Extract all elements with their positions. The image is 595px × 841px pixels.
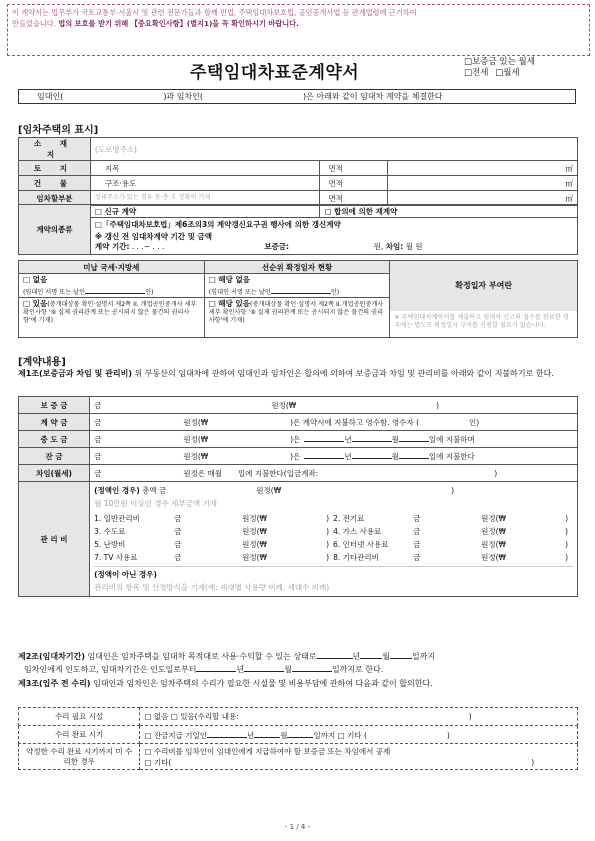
new-contract-option[interactable]: □ 신규 계약	[90, 205, 320, 218]
management-fee-item-won: 원정(₩	[481, 514, 506, 523]
building-area-field[interactable]: ㎡	[388, 176, 578, 191]
management-fee-item-close: )	[565, 514, 569, 523]
priority-none-option[interactable]: □ 해당 없음	[208, 274, 250, 284]
management-fee-item-won: 원정(₩	[481, 527, 506, 536]
management-fee-item[interactable]	[94, 551, 329, 564]
contract-type-options	[464, 57, 535, 79]
article-3: 제3조(입주 전 수리) 임대인과 임차인은 임차주택의 수리가 필요한 시설물 및 비용부담에 관하여 다음과 같이 합의한다.	[18, 679, 433, 688]
unrepaired-field[interactable]: □ 수리비를 임차인이 임대인에게 지급하여야 할 보증금 또는 차임에서 공제 □ 기타( )	[140, 744, 578, 770]
management-fee-item-label: 1. 일반관리비	[94, 514, 140, 523]
unrepaired-label: 약정한 수리 완료 시기까지 미 수리한 경우	[19, 744, 140, 770]
management-fee-item-label: 4. 가스 사용료	[333, 527, 382, 536]
notice-line-2: 만들었습니다. 법의 보호를 받기 위해 【중요확인사항】(별지1)을 꼭 확인하시기 바랍니다.	[12, 19, 299, 28]
deposit-label: 보 증 금	[19, 397, 90, 414]
deposit-field[interactable]: 금 원정(₩ )	[90, 397, 578, 414]
land-area-field[interactable]: ㎡	[388, 161, 578, 176]
management-fee-item-won: 원정(₩	[481, 540, 506, 549]
management-fee-item-geum: 금	[174, 553, 182, 562]
balance-field[interactable]: 금 원정(₩ )은 년 월 일에 지불한다	[90, 448, 578, 465]
repair-done-field[interactable]: □ 잔금지급 기일인 년 월 일까지 □ 기타 ( )	[140, 726, 578, 744]
option-deposit-monthly[interactable]: □보증금 있는 월세	[464, 57, 535, 67]
management-fee-item-close: )	[326, 514, 330, 523]
option-monthly[interactable]: □월세	[495, 68, 520, 78]
unpaid-tax-header: 미납 국세·지방세	[19, 261, 205, 274]
land-area-label: 면적	[320, 161, 388, 176]
management-fee-item-label: 5. 난방비	[94, 540, 126, 549]
balance-label: 잔 금	[19, 448, 90, 465]
priority-none-cell: □ 해당 없음 (임대인 서명 또는 날인 인)	[204, 274, 390, 298]
management-fee-items	[94, 512, 573, 564]
management-fee-item-won: 원정(₩	[481, 553, 506, 562]
option-jeonse[interactable]: □전세	[464, 68, 489, 78]
property-table	[18, 137, 578, 206]
management-fee-item[interactable]	[333, 538, 568, 551]
building-area-label: 면적	[320, 176, 388, 191]
management-fee-item-label: 2. 전기료	[333, 514, 365, 523]
notice-line-1: 이 계약서는 법무부가 국토교통부·서울시 및 관련 전문가들과 함께 민법, 주택임대차보호법, 공인중개사법 등 관계법령에 근거하여	[12, 8, 417, 17]
rented-part-label: 임차할부분	[19, 191, 91, 206]
management-fee-item-label: 7. TV 사용료	[94, 553, 138, 562]
property-heading: [임차주택의 표시]	[18, 125, 99, 136]
middle-payment-field[interactable]: 금 원정(₩ )은 년 월 일에 지불하며	[90, 431, 578, 448]
management-fee-item-close: )	[326, 527, 330, 536]
nonfixed-management-note[interactable]: 관리비의 항목 및 산정방식을 기재(예: 세대별 사용량 비례, 세대수 비례)	[94, 583, 330, 592]
management-fee-item-geum: 금	[174, 514, 182, 523]
prev-rent-field[interactable]: 월 원	[405, 242, 423, 252]
management-fee-item[interactable]	[94, 525, 329, 538]
management-fee-item-won: 원정(₩	[242, 514, 267, 523]
renewal-right-option[interactable]: □「주택임대차보호법」제6조의3의 계약갱신요구권 행사에 의한 갱신계약	[90, 218, 577, 231]
priority-date-header: 선순위 확정일자 현황	[204, 261, 390, 274]
article-1: 제1조(보증금과 차임 및 관리비) 위 부동산의 임대차에 관하여 임대인과 임차인은 합의에 의하여 보증금과 차임 및 관리비를 아래와 같이 지불하기로 한다.	[18, 369, 554, 378]
management-fee-item-geum: 금	[413, 553, 421, 562]
repair-need-label: 수리 필요 시설	[19, 708, 140, 726]
management-fee-item-label: 8. 기타관리비	[333, 553, 379, 562]
management-fee-note: 월 10만원 이상인 경우 세부금액 기재	[94, 499, 217, 508]
agreed-renewal-option[interactable]: □ 합의에 의한 재계약	[320, 205, 578, 218]
fixed-date-header: 확정일자 부여란	[390, 261, 577, 311]
page-number: - 1 / 4 -	[284, 823, 311, 831]
priority-exists-cell: □ 해당 있음(중개대상물 확인·설명서 제2쪽 II.개업공인중개사 세부 확인사항 '⑨ 실제 권리관계 또는 공시되지 않은 물건의 권리사항'에 기재)	[204, 298, 390, 338]
down-payment-label: 계 약 금	[19, 414, 90, 431]
address-label: 소 재 지	[19, 138, 91, 161]
land-label: 토 지	[19, 161, 91, 176]
fixed-date-note: ※ 주택임대차계약서를 제출하고 임대차 신고의 접수를 완료한 경우에는 별도로 확정일자 부여를 신청할 필요가 없습니다.	[394, 314, 569, 329]
page-title: 주택임대차표준계약서	[190, 63, 360, 83]
prev-period-field[interactable]: . . .~ . . .	[131, 242, 165, 252]
unpaid-exists-cell: □ 있음(중개대상물 확인·설명서 제2쪽 II. 개업공인중개사 세부 확인사항 '⑨ 실제 권리관계 또는 공시되지 않은 물건의 권리사항'에 기재)	[19, 298, 205, 338]
land-type-field[interactable]: 지목	[90, 161, 320, 176]
down-payment-field[interactable]: 금 원정(₩ )은 계약시에 지불하고 영수함. 영수자 ( 인)	[90, 414, 578, 431]
repair-need-field[interactable]: □ 없음 □ 있음(수리할 내용: )	[140, 708, 578, 726]
management-fee-item[interactable]	[94, 512, 329, 525]
management-fee-item-geum: 금	[174, 540, 182, 549]
unpaid-exists-option[interactable]: □ 있음	[23, 299, 48, 308]
management-fee-item-label: 3. 수도료	[94, 527, 126, 536]
management-fee-item[interactable]	[333, 512, 568, 525]
rented-part-field[interactable]: 상세주소가 있는 경우 동·층·호 정확히 기재	[90, 191, 320, 206]
fixed-date-cell	[390, 261, 578, 338]
management-fee-item-won: 원정(₩	[242, 540, 267, 549]
management-fee-item-label: 6. 인터넷 사용료	[333, 540, 389, 549]
management-fee-item-close: )	[565, 540, 569, 549]
building-label: 건 물	[19, 176, 91, 191]
terms-heading: [계약내용]	[18, 357, 66, 368]
management-fee-item[interactable]	[333, 551, 568, 564]
management-fee-item-geum: 금	[413, 540, 421, 549]
management-fee-item-close: )	[565, 553, 569, 562]
management-fee-item-close: )	[326, 540, 330, 549]
repair-table	[18, 707, 578, 770]
address-field[interactable]: (도로명주소)	[90, 138, 577, 161]
management-fee-item-close: )	[326, 553, 330, 562]
rented-area-label: 면적	[320, 191, 388, 206]
management-fee-item-geum: 금	[413, 514, 421, 523]
party-bar: 임대인( )과 임차인( )은 아래와 같이 임대차 계약을 체결한다	[18, 89, 576, 104]
management-fee-item-geum: 금	[413, 527, 421, 536]
building-type-field[interactable]: 구조·용도	[90, 176, 320, 191]
notice-box	[7, 4, 590, 56]
repair-done-label: 수리 완료 시기	[19, 726, 140, 744]
management-fee-item-won: 원정(₩	[242, 553, 267, 562]
previous-contract-info: ※ 갱신 전 임대차계약 기간 및 금액 계약 기간: . . .~ . . . 보증금: 원, 차임: 월 원	[90, 231, 577, 255]
notice-important: 법의 보호를 받기 위해 【중요확인사항】(별지1)을 꼭 확인하시기 바랍니다.	[58, 19, 299, 28]
management-fee-label: 관 리 비	[19, 482, 90, 597]
article-2: 제2조(임대차기간) 임대인은 임차주택을 임대차 목적대로 사용·수익할 수 있는 상태로 년 월 일까지 임차인에게 인도하고, 임대차기간은 인도일로부터 년 월 일까지로 한다.	[18, 652, 436, 674]
rent-label: 차임(월세)	[19, 465, 90, 482]
management-fee-item[interactable]	[94, 538, 329, 551]
contract-kind-label: 계약의종류	[19, 205, 91, 255]
management-fee-item-geum: 금	[174, 527, 182, 536]
management-fee-cell: (정액인 경우) 총액 금 원정(₩ ) 월 10만원 이상인 경우 세부금액 기재 1. 일반관리비 금 원정(₩ ) 2. 전기료 금 원정(₩ ) 3. 수도료 금 원정(₩ ) 4. 가스 사용료 금 원정(₩ ) 5. 난방비 금 원정(₩ ) 6. 인터넷 사용료 금 원정(₩ ) 7. TV 사용료 금 원정(₩ ) 8. 기타관리비 금 원정(₩ ) (정액이 아닌 경우) 관리비의 항목 및 산정방식을 기재(예: 세대별 사용량 비례, 세대수 비례)	[90, 482, 578, 597]
contract-kind-table	[18, 204, 578, 255]
middle-payment-label: 중 도 금	[19, 431, 90, 448]
management-fee-item-close: )	[565, 527, 569, 536]
rent-field[interactable]: 금 원정은 매월 일에 지불한다(입금계좌: )	[90, 465, 578, 482]
priority-exists-option[interactable]: □ 해당 있음	[208, 299, 250, 308]
unpaid-none-option[interactable]: □ 없음	[23, 274, 48, 284]
management-fee-item[interactable]	[333, 525, 568, 538]
tax-table	[18, 260, 578, 338]
unpaid-none-cell: □ 없음 (임대인 서명 또는 날인 인)	[19, 274, 205, 298]
payment-table	[18, 396, 578, 597]
management-fee-item-won: 원정(₩	[242, 527, 267, 536]
rented-area-field[interactable]: ㎡	[388, 191, 578, 206]
